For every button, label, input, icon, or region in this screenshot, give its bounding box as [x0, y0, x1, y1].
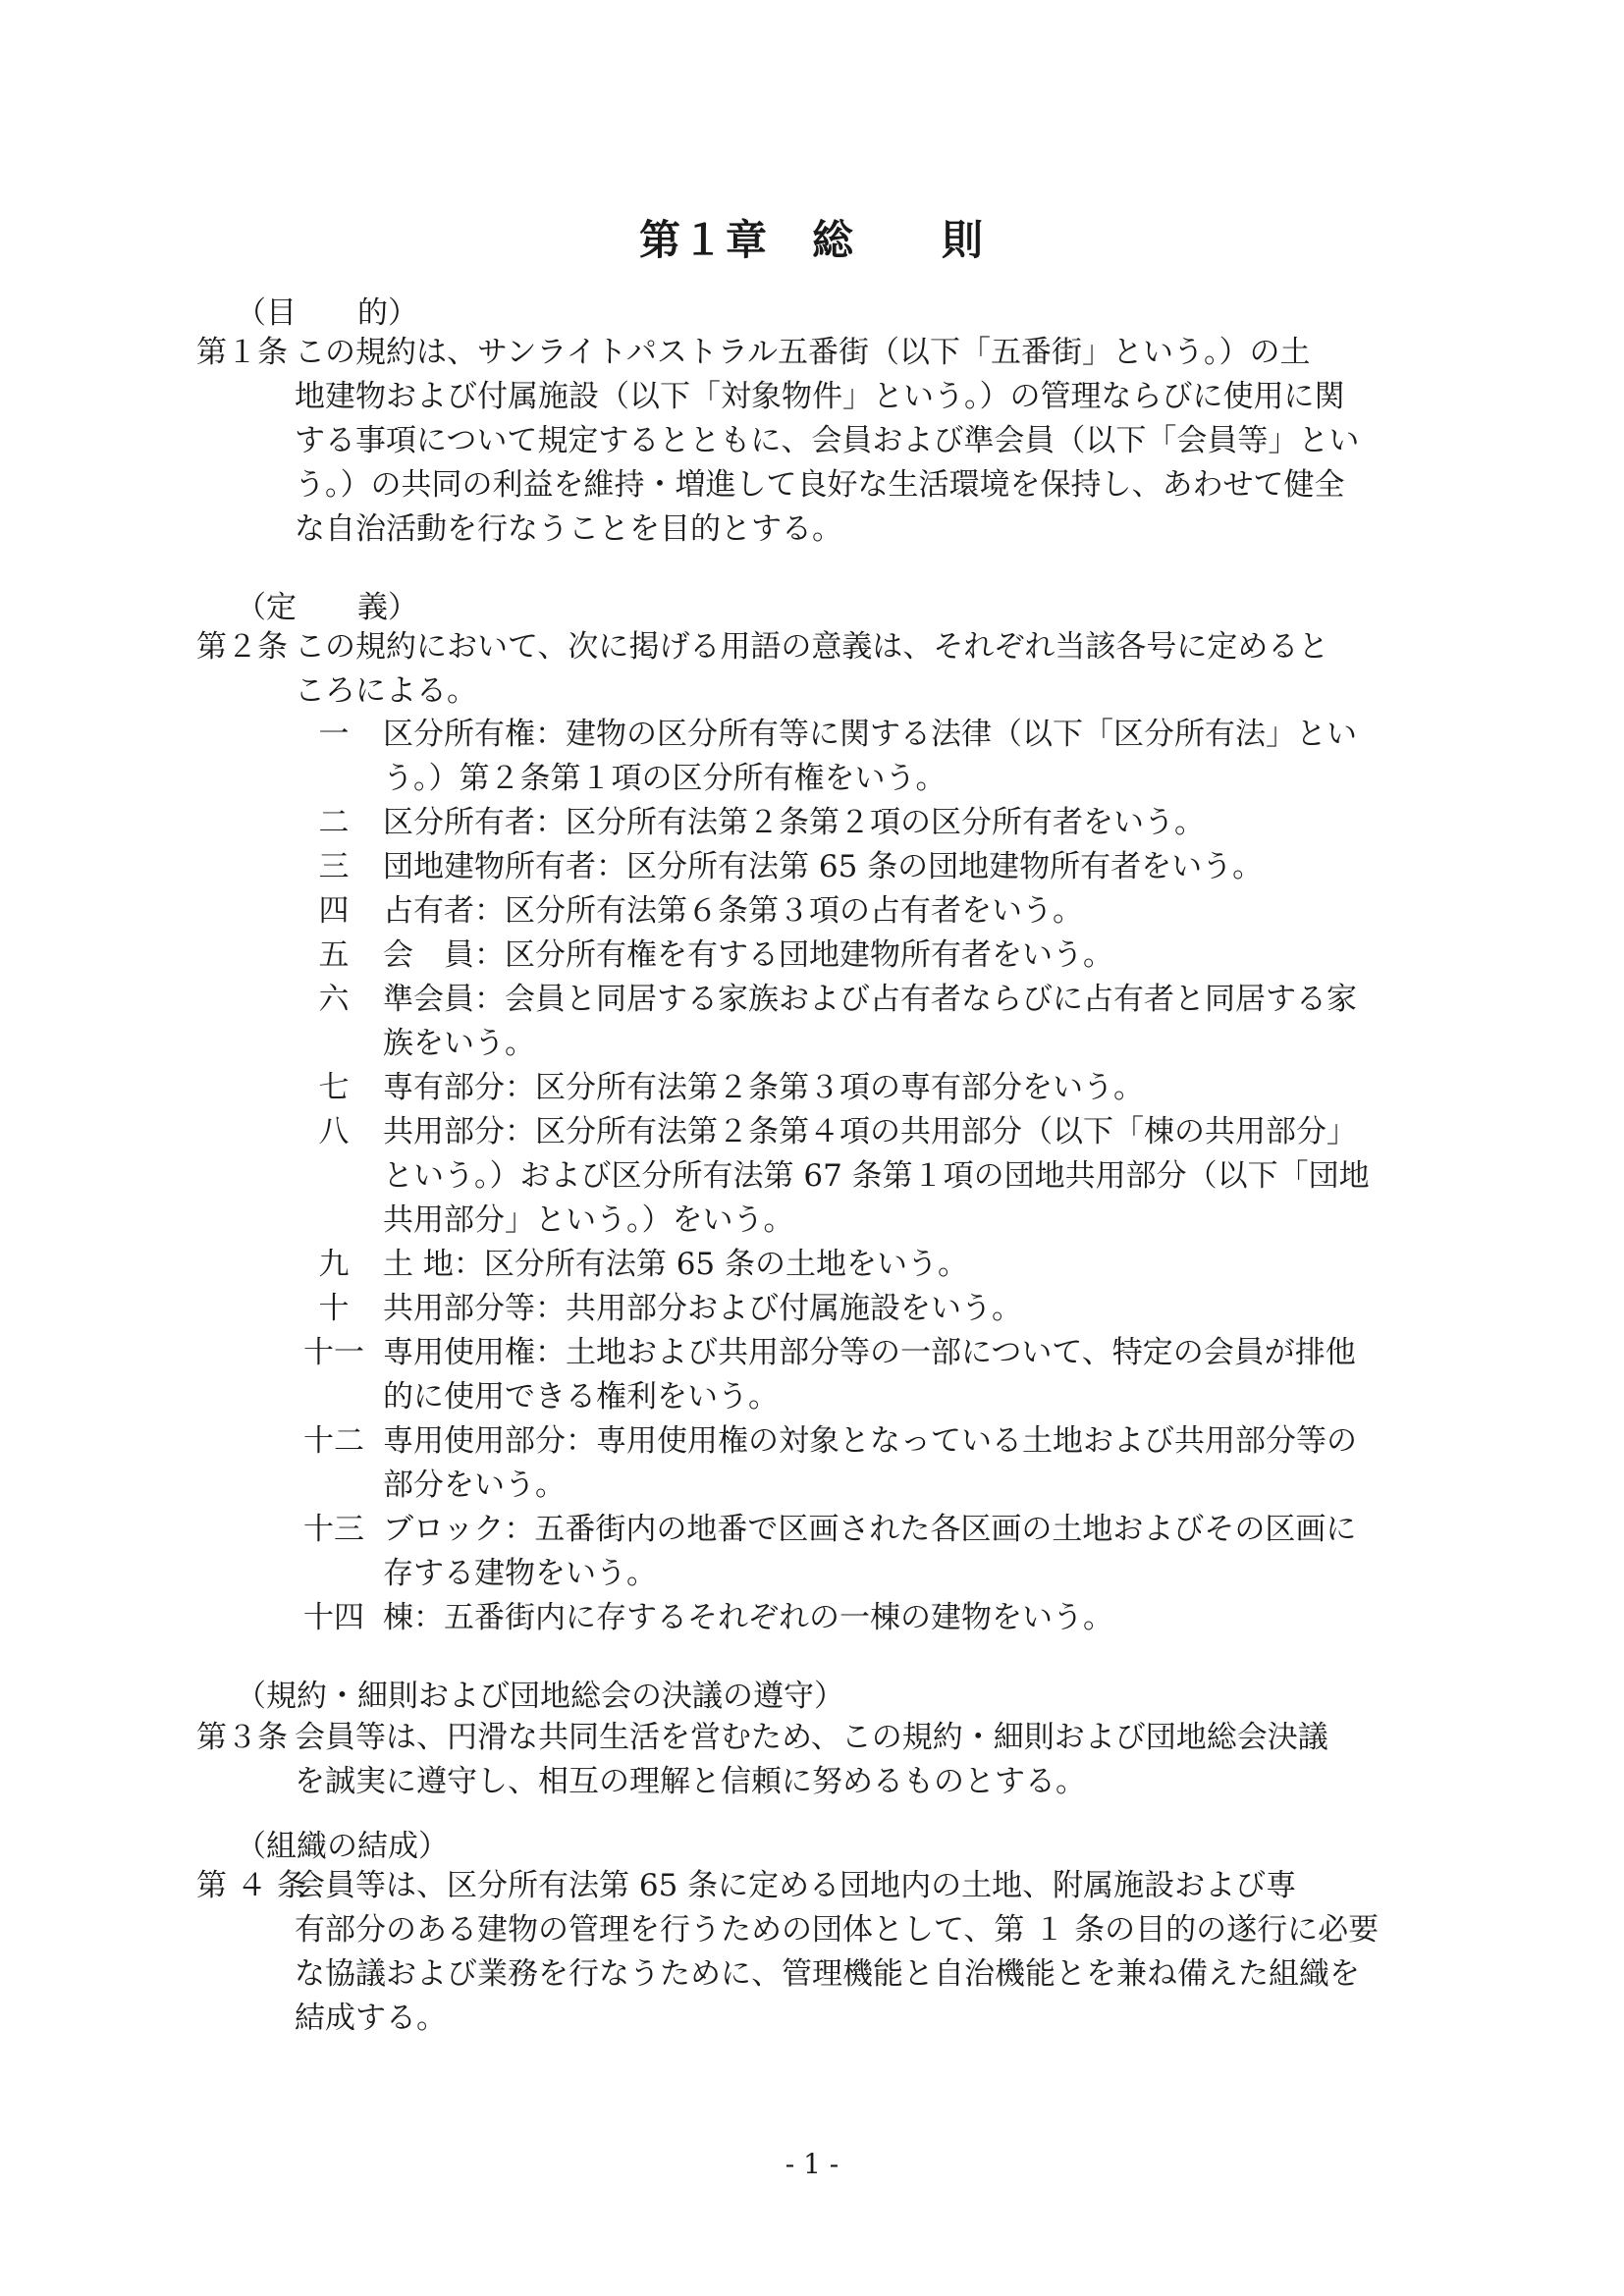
- article-line: [196, 1716, 1463, 1760]
- item-number: 一: [318, 717, 350, 752]
- item-text: 族をいう。: [383, 1026, 535, 1061]
- item-number: 七: [318, 1070, 350, 1105]
- article-line: な協議および業務を行なうために、管理機能と自治機能とを兼ね備えた組織を: [295, 1956, 1360, 1992]
- article-text: 会員等は、円滑な共同生活を営むため、この規約・細則および団地総会決議: [295, 1720, 1328, 1755]
- definition-list: [295, 713, 1473, 1640]
- article-4-heading: （組織の結成）: [236, 1829, 449, 1864]
- definition-item: [295, 934, 1473, 978]
- definition-item: [295, 1243, 1473, 1287]
- item-text: 区分所有者：区分所有法第２条第２項の区分所有者をいう。: [383, 805, 1205, 840]
- item-text: 共用部分」という。）をいう。: [383, 1202, 794, 1238]
- item-text: 的に使用できる権利をいう。: [383, 1379, 779, 1415]
- item-text: という。）および区分所有法第 67 条第１項の団地共用部分（以下「団地: [383, 1158, 1370, 1194]
- article-line: う。）の共同の利益を維持・増進して良好な生活環境を保持し、あわせて健全: [295, 467, 1345, 503]
- item-number: 五: [318, 937, 350, 973]
- definition-item: [295, 1331, 1473, 1419]
- item-text: 共用部分等：共用部分および付属施設をいう。: [383, 1291, 1022, 1326]
- article-line: 結成する。: [295, 2001, 447, 2036]
- item-text: 専用使用部分：専用使用権の対象となっている土地および共用部分等の: [383, 1423, 1357, 1459]
- article-2-heading: （定 義）: [236, 590, 418, 625]
- item-number: 十: [318, 1291, 350, 1326]
- definition-item: [295, 1508, 1473, 1596]
- article-2: [196, 625, 1463, 714]
- item-number: 十二: [303, 1423, 364, 1459]
- article-number: 第 ４ 条: [196, 1868, 307, 1903]
- article-text: この規約は、サンライトパストラル五番街（以下「五番街」という。）の土: [295, 335, 1311, 370]
- item-text: 棟：五番街内に存するそれぞれの一棟の建物をいう。: [383, 1600, 1113, 1635]
- definition-item: [295, 845, 1473, 889]
- item-number: 十一: [303, 1335, 364, 1370]
- article-number: 第２条: [196, 629, 288, 665]
- article-line: [196, 625, 1463, 669]
- item-text: 専有部分：区分所有法第２条第３項の専有部分をいう。: [383, 1070, 1144, 1105]
- item-number: 二: [318, 805, 350, 840]
- article-line: する事項について規定するとともに、会員および準会員（以下「会員等」とい: [295, 423, 1360, 458]
- article-line: 地建物および付属施設（以下「対象物件」という。）の管理ならびに使用に関: [295, 379, 1345, 414]
- item-text: 共用部分：区分所有法第２条第４項の共用部分（以下「棟の共用部分」: [383, 1114, 1357, 1149]
- item-number: 四: [318, 893, 350, 929]
- item-number: 六: [318, 982, 350, 1017]
- article-line: を誠実に遵守し、相互の理解と信頼に努めるものとする。: [295, 1764, 1086, 1799]
- chapter-title: 第１章 総 則: [638, 216, 985, 264]
- article-line: 有部分のある建物の管理を行うための団体として、第 １ 条の目的の遂行に必要: [295, 1912, 1380, 1948]
- item-text: ブロック：五番街内の地番で区画された各区画の土地およびその区画に: [383, 1512, 1357, 1547]
- article-line: [196, 1864, 1463, 1908]
- item-text: 占有者：区分所有法第６条第３項の占有者をいう。: [383, 893, 1083, 929]
- article-number: 第１条: [196, 335, 288, 370]
- article-text: 会員等は、区分所有法第 65 条に定める団地内の土地、附属施設および専: [295, 1868, 1297, 1903]
- definition-item: [295, 713, 1473, 801]
- item-text: 存する建物をいう。: [383, 1556, 657, 1591]
- article-line: [196, 331, 1463, 375]
- article-1: [196, 331, 1463, 552]
- definition-item: [295, 978, 1473, 1066]
- item-text: 部分をいう。: [383, 1468, 566, 1503]
- item-text: 区分所有権：建物の区分所有等に関する法律（以下「区分所有法」とい: [383, 717, 1357, 752]
- item-text: 団地建物所有者：区分所有法第 65 条の団地建物所有者をいう。: [383, 849, 1264, 884]
- definition-item: [295, 1066, 1473, 1110]
- definition-item: [295, 801, 1473, 845]
- article-3: [196, 1716, 1463, 1804]
- item-number: 三: [318, 849, 350, 884]
- definition-item: [295, 1110, 1473, 1243]
- item-text: 専用使用権：土地および共用部分等の一部について、特定の会員が排他: [383, 1335, 1356, 1370]
- item-number: 九: [318, 1247, 350, 1282]
- page-number: - 1 -: [785, 2148, 839, 2180]
- item-text: う。）第２条第１項の区分所有権をいう。: [383, 761, 947, 796]
- article-line: ころによる。: [295, 673, 477, 709]
- item-text: 準会員：会員と同居する家族および占有者ならびに占有者と同居する家: [383, 982, 1357, 1017]
- item-number: 十三: [303, 1512, 364, 1547]
- item-text: 会 員：区分所有権を有する団地建物所有者をいう。: [383, 937, 1113, 973]
- article-4: [196, 1864, 1463, 2041]
- article-number: 第３条: [196, 1720, 288, 1755]
- item-number: 八: [318, 1114, 350, 1149]
- definition-item: [295, 1419, 1473, 1508]
- definition-item: [295, 1596, 1473, 1640]
- article-1-heading: （目 的）: [236, 295, 418, 331]
- item-text: 土 地：区分所有法第 65 条の土地をいう。: [383, 1247, 969, 1282]
- definition-item: [295, 1287, 1473, 1331]
- article-line: な自治活動を行なうことを目的とする。: [295, 511, 842, 547]
- item-number: 十四: [303, 1600, 364, 1635]
- definition-item: [295, 889, 1473, 934]
- article-text: この規約において、次に掲げる用語の意義は、それぞれ当該各号に定めると: [295, 629, 1329, 665]
- article-3-heading: （規約・細則および団地総会の決議の遵守）: [236, 1679, 844, 1714]
